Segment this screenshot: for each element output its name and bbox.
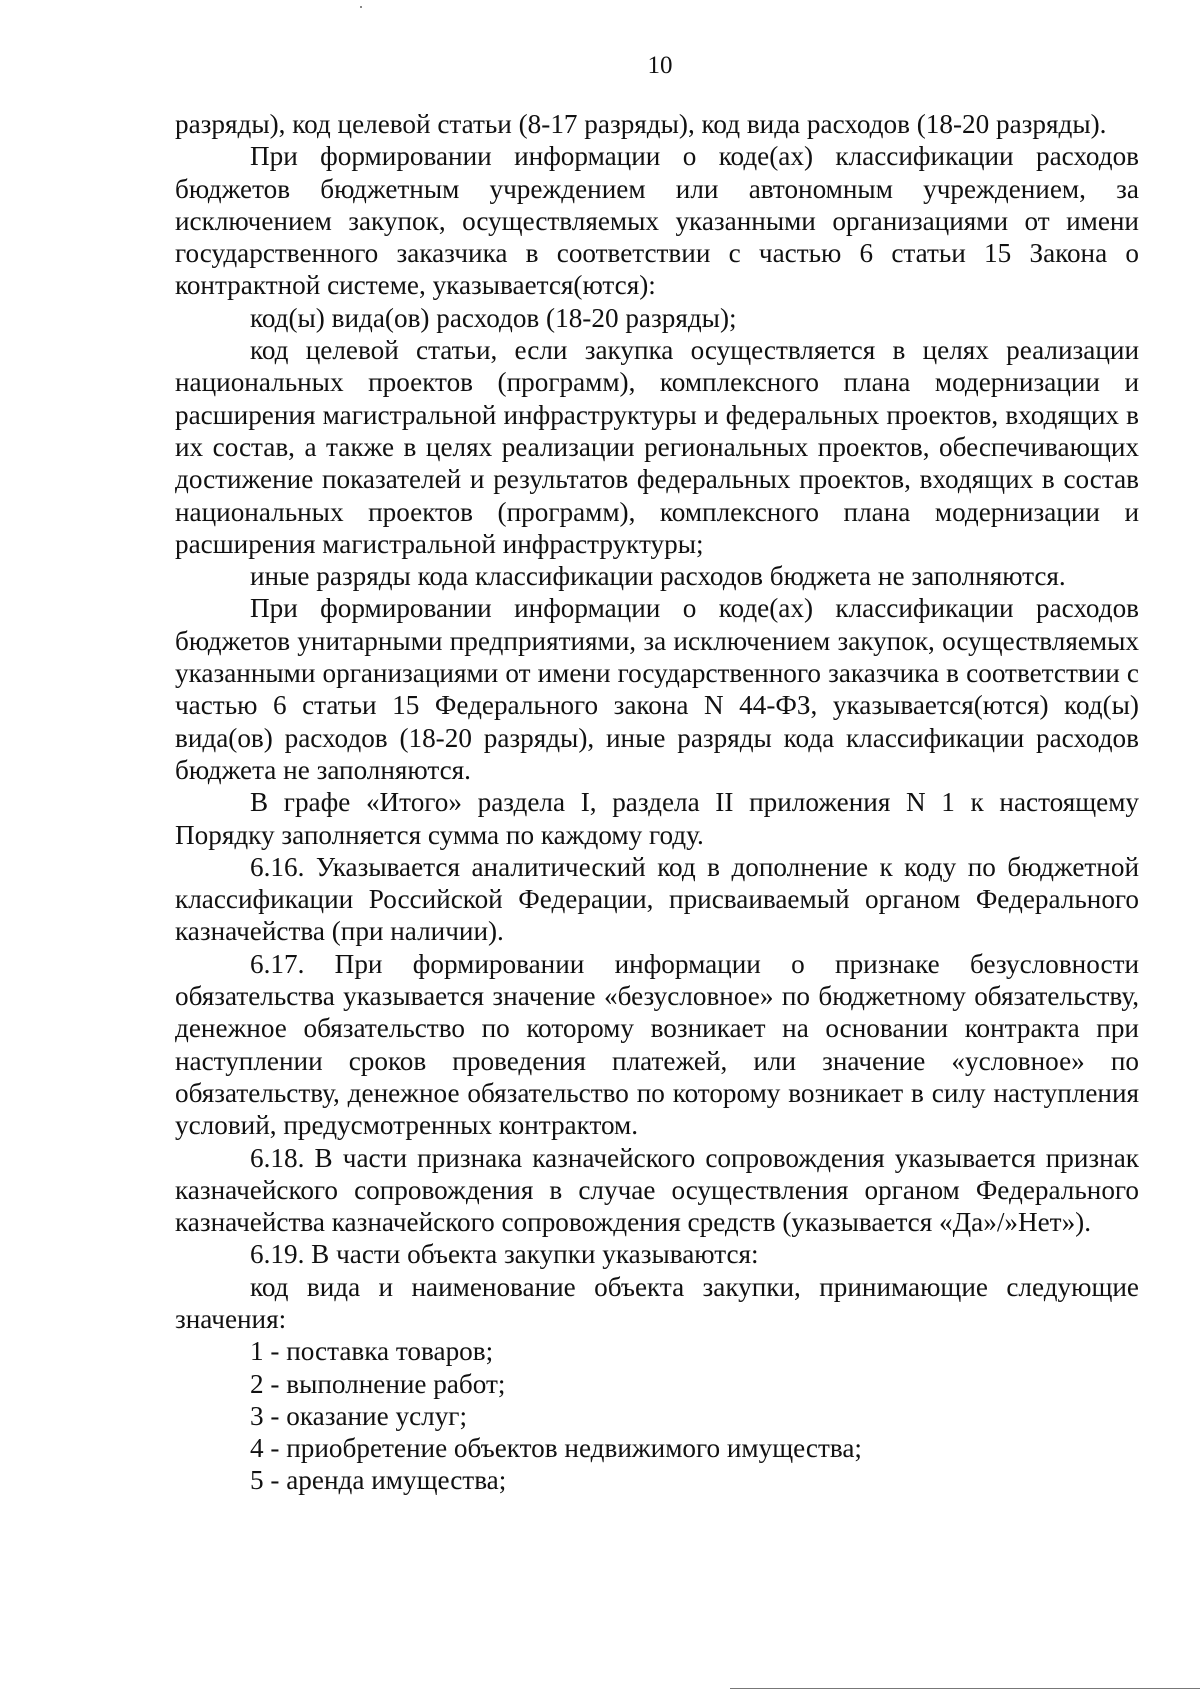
paragraph-continuation: разряды), код целевой статьи (8-17 разряды), код вида расходов (18-20 разряды). [175, 109, 1107, 139]
paragraph-unitary-enterprises: При формировании информации о коде(ах) классификации расходов бюджетов унитарными предприятиями, за исключением закупок, осуществляемых указанными организациями от имени государственного заказчика в соответствии с частью 6 статьи 15 Федерального закона N 44-ФЗ, указывается(ются) код(ы) вида(ов) расходов (18-20 разряды), иные разряды кода классификации расходов бюджета не заполняются. [175, 593, 1139, 785]
list-item: 5 - аренда имущества; [250, 1465, 507, 1496]
paragraph-target-article-code: код целевой статьи, если закупка осуществляется в целях реализации национальных проектов (программ), комплексного плана модернизации и расширения магистральной инфраструктуры и федеральных проектов, входящих в их состав, а также в целях реализации региональных проектов, обеспечивающих достижение показателей и результатов федеральных проектов, входящих в состав национальных проектов (программ), комплексного плана модернизации и расширения магистральной инфраструктуры; [175, 335, 1139, 559]
paragraph-total-column: В графе «Итого» раздела I, раздела II приложения N 1 к настоящему Порядку заполняется сумма по каждому году. [175, 787, 1139, 850]
scan-speck [360, 6, 362, 8]
paragraph-6-16: 6.16. Указывается аналитический код в дополнение к коду по бюджетной классификации Российской Федерации, присваиваемый органом Федерального казначейства (при наличии). [175, 851, 1139, 947]
list-item: 1 - поставка товаров; [250, 1336, 494, 1367]
scan-edge-line [730, 1688, 1200, 1689]
paragraph-6-18: 6.18. В части признака казначейского сопровождения указывается признак казначейского сопровождения в случае осуществления органом Федерального казначейства казначейского сопровождения средств (указывается «Да»/»Нет»). [175, 1142, 1139, 1238]
paragraph-other-digits: иные разряды кода классификации расходов бюджета не заполняются. [250, 561, 1066, 592]
paragraph-6-17: 6.17. При формировании информации о признаке безусловности обязательства указывается значение «безусловное» по бюджетному обязательству, денежное обязательство по которому возникает на основании контракта при наступлении сроков проведения платежей, или значение «условное» по обязательству, денежное обязательство по которому возникает в силу наступления условий, предусмотренных контрактом. [175, 948, 1139, 1141]
paragraph-object-code: код вида и наименование объекта закупки, принимающие следующие значения: [175, 1271, 1139, 1334]
list-item: 3 - оказание услуг; [250, 1400, 467, 1431]
document-body [175, 108, 1139, 1497]
paragraph-expense-type-code: код(ы) вида(ов) расходов (18-20 разряды); [250, 302, 737, 333]
page-number: 10 [647, 52, 673, 79]
list-item: 4 - приобретение объектов недвижимого имущества; [250, 1433, 862, 1464]
paragraph-6-19: 6.19. В части объекта закупки указываются: [250, 1239, 759, 1270]
list-item: 2 - выполнение работ; [250, 1368, 506, 1399]
paragraph-budget-institutions: При формировании информации о коде(ах) классификации расходов бюджетов бюджетным учреждением или автономным учреждением, за исключением закупок, осуществляемых указанными организациями от имени государственного заказчика в соответствии с частью 6 статьи 15 Закона о контрактной системе, указывается(ются): [175, 141, 1139, 301]
